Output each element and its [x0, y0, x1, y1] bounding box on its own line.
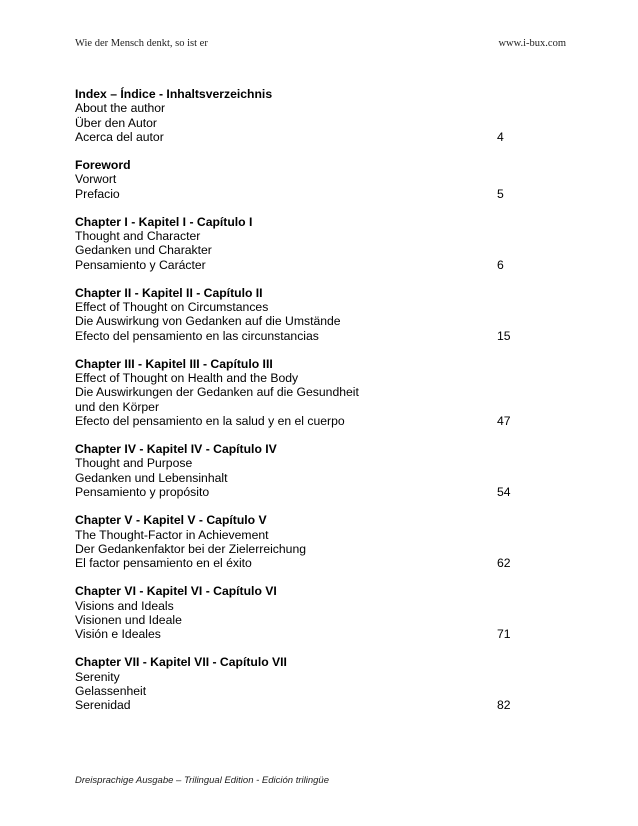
toc-section-title: Chapter V - Kapitel V - Capítulo V	[75, 513, 267, 528]
page-footer: Dreisprachige Ausgabe – Trilingual Edition - Edición trilingüe	[75, 775, 329, 786]
toc-entry-line: Gelassenheit	[75, 683, 147, 698]
toc-entry-line: und den Körper	[75, 399, 160, 414]
toc-entry-line: Visionen und Ideale	[75, 612, 182, 627]
header-title: Wie der Mensch denkt, so ist er	[75, 38, 208, 49]
toc-entry-line	[75, 329, 515, 343]
toc-entry-line: Thought and Purpose	[75, 456, 193, 471]
toc-entry-line	[75, 414, 515, 428]
toc-section	[75, 655, 515, 713]
header-website: www.i-bux.com	[498, 38, 566, 49]
toc-entry-line: Effect of Thought on Circumstances	[75, 300, 269, 315]
toc-entry-text: Visión e Ideales	[75, 627, 161, 642]
toc-entry-line: Gedanken und Lebensinhalt	[75, 470, 228, 485]
toc-title: Index – Índice - Inhaltsverzeichnis	[75, 87, 273, 101]
toc-entry-text: Pensamiento y propósito	[75, 485, 210, 500]
toc-entry-line: Die Auswirkung von Gedanken auf die Umstände	[75, 314, 341, 329]
toc-entry-text: Pensamiento y Carácter	[75, 257, 206, 272]
toc-entry-line	[75, 627, 515, 641]
toc-entry-line: Die Auswirkungen der Gedanken auf die Gesundheit	[75, 385, 359, 400]
toc-entry-line	[75, 187, 515, 201]
toc-section-title: Foreword	[75, 158, 131, 173]
toc-section	[75, 357, 515, 429]
toc-entry-line: Vorwort	[75, 172, 117, 187]
toc-entry-line	[75, 258, 515, 272]
toc-section	[75, 513, 515, 571]
toc-entry-line: Thought and Character	[75, 229, 201, 244]
toc-section-title: Chapter IV - Kapitel IV - Capítulo IV	[75, 442, 277, 457]
toc-section	[75, 158, 515, 201]
toc-page-number: 82	[497, 698, 511, 713]
toc-entry-line: Visions and Ideals	[75, 598, 174, 613]
toc-section	[75, 442, 515, 500]
toc-section-title: Chapter VI - Kapitel VI - Capítulo VI	[75, 584, 277, 599]
toc-section-title: Chapter II - Kapitel II - Capítulo II	[75, 285, 263, 300]
toc-page-number: 62	[497, 556, 511, 571]
toc-page-number: 54	[497, 485, 511, 500]
toc-entry-line: Serenity	[75, 669, 120, 684]
toc-entry-line: The Thought-Factor in Achievement	[75, 527, 269, 542]
toc-entry-text: Efecto del pensamiento en la salud y en el cuerpo	[75, 414, 345, 429]
toc-section	[75, 286, 515, 344]
toc-entry-line: Über den Autor	[75, 115, 157, 130]
toc-entry-line: About the author	[75, 101, 166, 116]
toc-entry-text: Prefacio	[75, 186, 120, 201]
table-of-contents	[75, 87, 515, 726]
toc-section	[75, 584, 515, 642]
toc-entry-text: El factor pensamiento en el éxito	[75, 556, 252, 571]
toc-index-section	[75, 87, 515, 145]
toc-page-number: 4	[497, 130, 504, 145]
toc-entry-line	[75, 556, 515, 570]
toc-entry-text: Serenidad	[75, 698, 131, 713]
toc-page-number: 71	[497, 627, 511, 642]
toc-entry-line	[75, 130, 515, 144]
toc-page-number: 6	[497, 257, 504, 272]
toc-section-title: Chapter VII - Kapitel VII - Capítulo VII	[75, 655, 287, 670]
toc-entry-text: Acerca del autor	[75, 130, 164, 145]
toc-entry-text: Efecto del pensamiento en las circunstancias	[75, 328, 319, 343]
toc-section-title: Chapter I - Kapitel I - Capítulo I	[75, 214, 253, 229]
toc-entry-line	[75, 698, 515, 712]
toc-entry-line: Effect of Thought on Health and the Body	[75, 371, 299, 386]
toc-page-number: 47	[497, 414, 511, 429]
toc-section	[75, 215, 515, 273]
page-header	[75, 38, 566, 49]
toc-page-number: 5	[497, 186, 504, 201]
toc-page-number: 15	[497, 328, 511, 343]
toc-entry-line: Gedanken und Charakter	[75, 243, 212, 258]
toc-entry-line: Der Gedankenfaktor bei der Zielerreichung	[75, 541, 307, 556]
toc-entry-line	[75, 485, 515, 499]
toc-section-title: Chapter III - Kapitel III - Capítulo III	[75, 356, 273, 371]
toc-sections	[75, 158, 515, 713]
